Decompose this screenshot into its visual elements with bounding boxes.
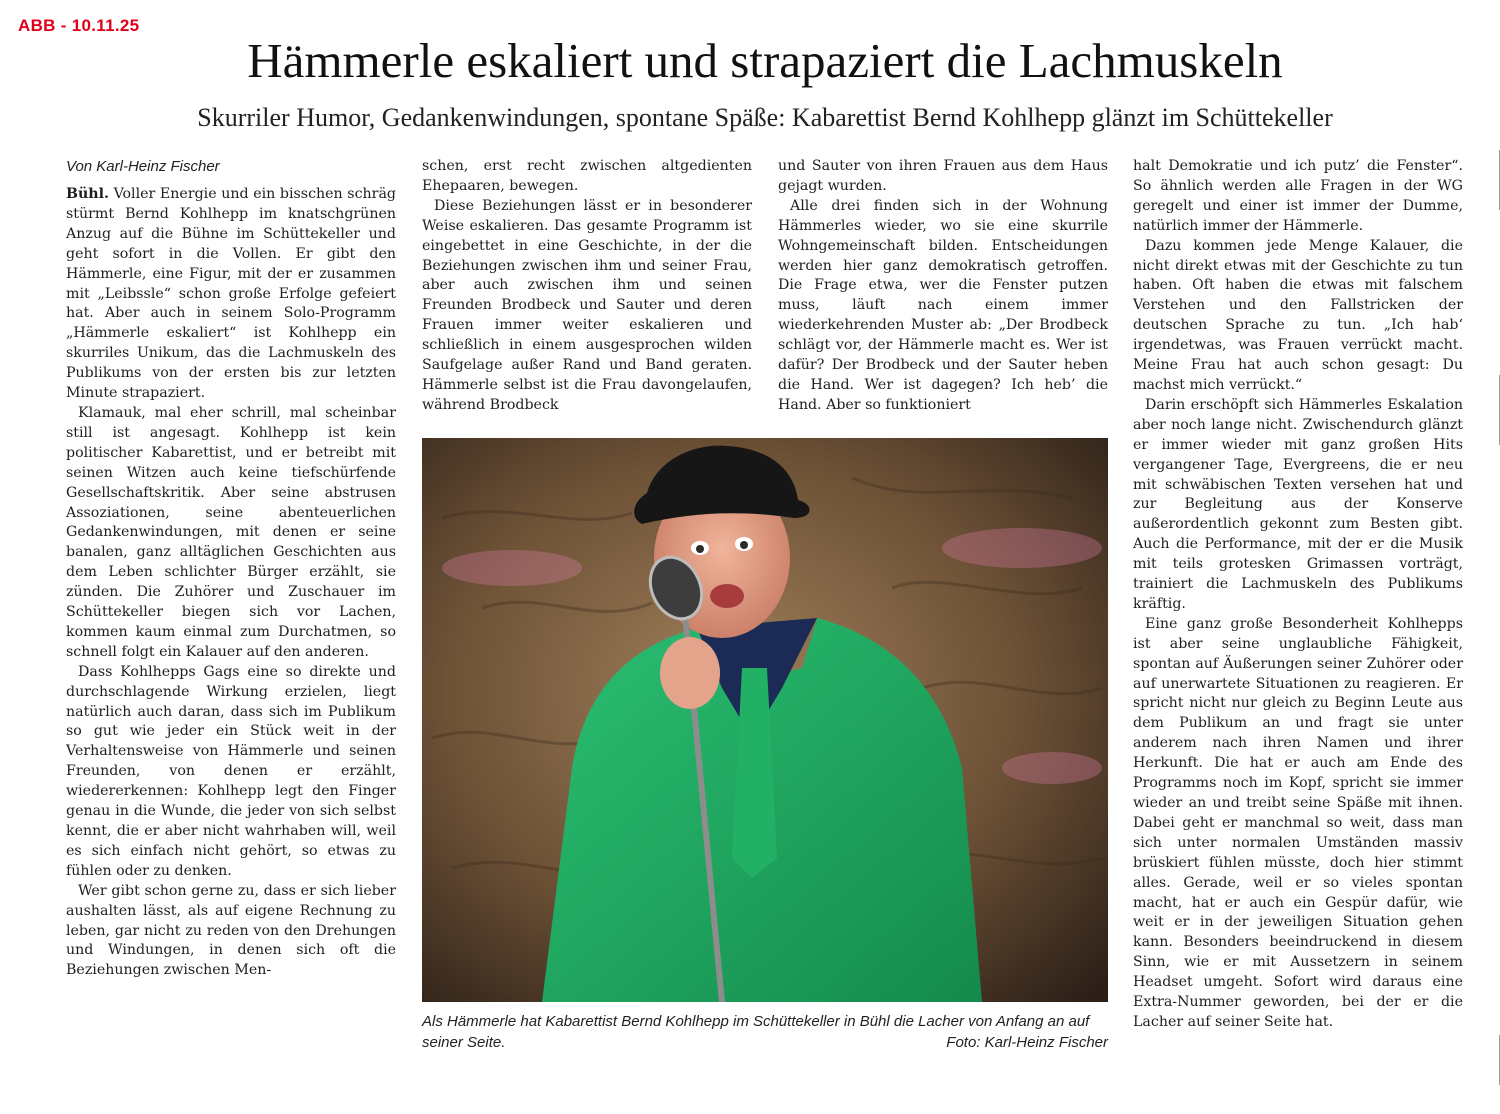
article-column-3 — [778, 157, 1108, 416]
photo-caption — [422, 1011, 1108, 1053]
source-tag: ABB - 10.11.25 — [18, 16, 140, 35]
article-paragraph: Alle drei finden sich in der Wohnung Hämmerles wieder, wo sie eine skurrile Wohngemeinschaft bilden. Entscheidungen werden hier ganz demokratisch getroffen. Die Frage etwa, wer die Fenster putzen muss, läuft nach einem immer wiederkehrenden Muster ab: „Der Brodbeck schlägt vor, der Hämmerle macht es. Wer ist dafür? Der Brodbeck und der Sauter heben die Hand. Wer ist dagegen? Ich heb’ die Hand. Aber so funktioniert — [778, 197, 1108, 413]
paragraph-text: Voller Energie und ein bisschen schräg stürmt Bernd Kohlhepp im knatschgrünen Anzug auf die Bühne im Schüttekeller und geht sofort in die Vollen. Er gibt den Hämmerle, eine Figur, mit der er zusammen mit „Leibssle“ schon große Erfolge gefeiert hat. Aber auch in seinem Solo-Programm „Hämmerle eskaliert“ ist Kohlhepp ein skurriles Unikum, das die Lachmuskeln des Publikums von der ersten bis zur letzten Minute strapaziert. — [66, 186, 396, 402]
headline: Hämmerle eskaliert und strapaziert die Lachmuskeln — [247, 33, 1283, 88]
article-paragraph: Wer gibt schon gerne zu, dass er sich lieber aushalten lässt, als auf eigene Rechnung zu leben, gar nicht zu reden von den Drehungen und Windungen, in denen sich oft die Beziehungen zwischen Men- — [66, 882, 396, 979]
article-paragraph — [66, 185, 396, 404]
article-paragraph: Dazu kommen jede Menge Kalauer, die nicht direkt etwas mit der Geschichte zu tun haben. Oft haben die etwas mit falschem Verstehen und den Fallstricken der deutschen Sprache zu tun. „Ich hab‘ irgendetwas, was Frauen verrückt macht. Meine Frau hat auch schon gesagt: Du machst mich verrückt.“ — [1133, 237, 1463, 393]
article-column-1 — [66, 157, 396, 981]
photo-credit: Foto: Karl-Heinz Fischer — [946, 1034, 1108, 1051]
performer-hand — [660, 637, 720, 709]
byline: Von Karl-Heinz Fischer — [66, 158, 220, 175]
article-paragraph: Diese Beziehungen lässt er in besonderer Weise eskalieren. Das gesamte Programm ist eingebettet in eine Geschichte, in der die Beziehungen zwischen ihm und seiner Frau, aber auch zwischen ihm und seinen Freunden Brodbeck und Sauter und deren Frauen immer weiter eskalieren und schließlich in einem ausgesprochen wilden Saufgelage außer Rand und Band geraten. Hämmerle selbst ist die Frau davongelaufen, während Brodbeck — [422, 197, 752, 413]
article-column-4 — [1133, 157, 1463, 1033]
article-photo — [422, 438, 1108, 1002]
article-column-2 — [422, 157, 752, 416]
article-paragraph: Klamauk, mal eher schrill, mal scheinbar still ist angesagt. Kohlhepp ist kein politischer Kabarettist, und er betreibt mit seinen Witzen auch keine tiefschürfende Gesellschaftskritik. Aber seine abstrusen Assoziationen, seine abenteuerlichen Gedankenwindungen, mit denen er seine banalen, ganz alltäglichen Geschichten aus dem Leben schlichter Bürger erzählt, sie zünden. Die Zuhörer und Zuschauer im Schüttekeller biegen sich vor Lachen, kommen kaum einmal zum Durchatmen, so schnell folgt ein Kalauer auf den anderen. — [66, 404, 396, 660]
article-paragraph: und Sauter von ihren Frauen aus dem Haus gejagt wurden. — [778, 158, 1108, 194]
article-paragraph: Eine ganz große Besonderheit Kohlhepps ist aber seine unglaubliche Fähigkeit, spontan auf Äußerungen seiner Zuhörer oder auf unerwartete Situationen zu reagieren. Er spricht nicht nur gleich zu Beginn Leute aus dem Publikum an und fragt sie unter anderem nach ihren Namen und ihrer Herkunft. Die hat er auch am Ende des Programms noch im Kopf, spricht sie immer wieder an und treibt seine Späße mit ihnen. Dabei geht er manchmal so weit, dass man sich unter normalen Umständen massiv brüskiert fühlen müsste, doch hier stimmt alles. Gerade, weil er so vieles spontan macht, hat er auch ein Gespür dafür, wie weit er in der jeweiligen Situation gehen kann. Besonders beeindruckend in diesem Sinn, wie er mit Aussetzern in seinem Headset umgeht. Sofort wird daraus eine Extra-Nummer geworden, bei der er die Lacher auf seiner Seite hat. — [1133, 615, 1463, 1030]
subheadline: Skurriler Humor, Gedankenwindungen, spontane Späße: Kabarettist Bernd Kohlhepp glänzt im Schüttekeller — [197, 103, 1333, 132]
article-paragraph: halt Demokratie und ich putz’ die Fenster“. So ähnlich werden alle Fragen in der WG geregelt und einer ist immer der Dumme, natürlich immer der Hämmerle. — [1133, 158, 1463, 234]
article-paragraph: schen, erst recht zwischen altgedienten Ehepaaren, bewegen. — [422, 158, 752, 194]
article-paragraph: Dass Kohlhepps Gags eine so direkte und durchschlagende Wirkung erzielen, liegt natürlich auch daran, dass sich im Publikum so gut wie jeder ein Stück weit in der Verhaltensweise von Hämmerle und seinen Freunden, von denen er erzählt, wiedererkennen: Kohlhepp legt den Finger genau in die Wunde, die jeder von sich selbst kennt, die er aber nicht wahrhaben will, weil es sich einfach nicht gehört, so etwas zu fühlen oder zu denken. — [66, 663, 396, 879]
caption-text: Als Hämmerle hat Kabarettist Bernd Kohlhepp im Schüttekeller in Bühl die Lacher von Anfang an auf seiner Seite. — [422, 1013, 1090, 1051]
article-paragraph: Darin erschöpft sich Hämmerles Eskalation aber noch lange nicht. Zwischendurch glänzt er immer wieder mit ganz großen Hits vergangener Tage, Evergreens, die er neu mit schwäbischen Texten versehen hat und zur Begleitung aus der Konserve außerordentlich gekonnt zum Besten gibt. Auch die Performance, mit der er die Musik mit teils grotesken Grimassen vorträgt, trainiert die Lachmuskeln des Publikums kräftig. — [1133, 396, 1463, 612]
dateline-place: Bühl. — [66, 186, 109, 202]
